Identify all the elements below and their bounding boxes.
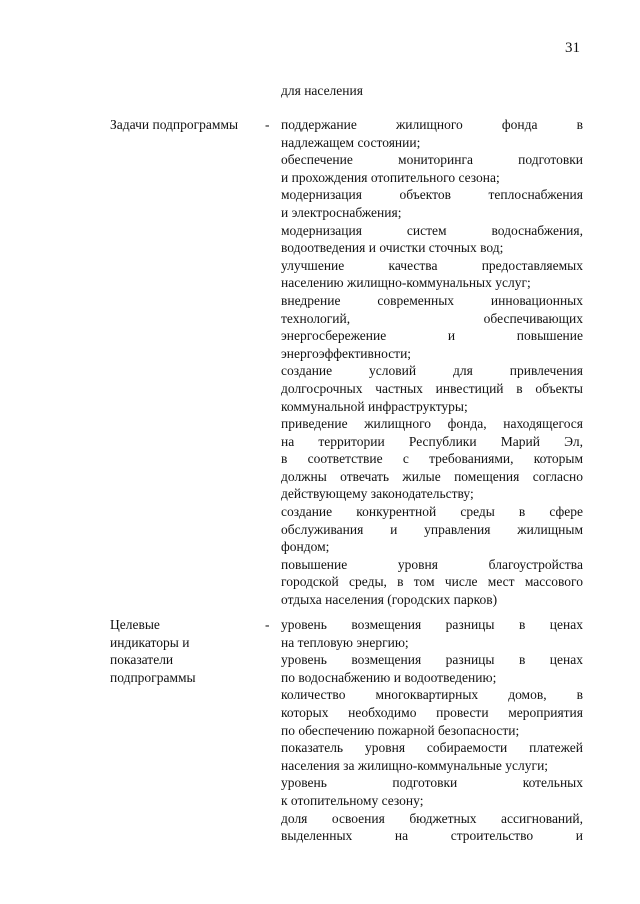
section-label [110, 116, 260, 134]
page-number: 31 [565, 40, 580, 56]
text-line: и прохождения отопительного сезона; [281, 169, 500, 185]
text-line: надлежащем состоянии; [281, 134, 421, 150]
text-line: создание конкурентной среды в сфере [281, 504, 583, 520]
text-line: городской среды, в том числе мест массового [281, 574, 583, 590]
text-line: показатель уровня собираемости платежей [281, 740, 583, 756]
text-line: поддержание жилищного фонда в [281, 117, 583, 132]
text-line: на тепловую энергию; [281, 634, 409, 650]
text-line: приведение жилищного фонда, находящегося [281, 416, 583, 432]
text-line: обслуживания и управления жилищным [281, 521, 583, 537]
label-line: индикаторы и [110, 634, 190, 650]
text-line: повышение уровня благоустройства [281, 556, 583, 572]
text-line: в соответствие с требованиями, которым [281, 451, 583, 467]
section-content [281, 616, 583, 845]
text-line: количество многоквартирных домов, в [281, 687, 583, 703]
text-line: создание условий для привлечения [281, 363, 583, 379]
text-line: и электроснабжения; [281, 204, 402, 220]
row-dash: - [265, 117, 270, 132]
text-line: водоотведения и очистки сточных вод; [281, 240, 504, 256]
label-line: Целевые [110, 617, 160, 632]
text-line: уровень возмещения разницы в ценах [281, 617, 583, 632]
text-line: населения за жилищно-коммунальные услуги; [281, 757, 549, 773]
text-line: должны отвечать жилые помещения согласно [281, 468, 583, 484]
text-line: которых необходимо провести мероприятия [281, 704, 583, 720]
section-content [281, 116, 583, 609]
text-line: энергоэффективности; [281, 345, 412, 361]
text-line: выделенных на строительство и [281, 828, 583, 844]
text-line: уровень подготовки котельных [281, 775, 583, 791]
text-line: уровень возмещения разницы в ценах [281, 652, 583, 668]
text-line: фондом; [281, 539, 330, 555]
text-line: внедрение современных инновационных [281, 292, 583, 308]
text-line: обеспечение мониторинга подготовки [281, 152, 583, 168]
text-line: коммунальной инфраструктуры; [281, 398, 468, 414]
text-line: населению жилищно-коммунальных услуг; [281, 275, 531, 291]
text-line: улучшение качества предоставляемых [281, 257, 583, 273]
label-line: показатели [110, 652, 174, 668]
text-line: модернизация систем водоснабжения, [281, 222, 583, 238]
text-line: по обеспечению пожарной безопасности; [281, 722, 520, 738]
text-line: на территории Республики Марий Эл, [281, 433, 583, 449]
text-line: действующему законодательству; [281, 486, 474, 502]
label-line: подпрограммы [110, 669, 196, 685]
row-dash: - [265, 617, 270, 632]
continuation-text: для населения [281, 83, 363, 98]
text-line: по водоснабжению и водоотведению; [281, 669, 497, 685]
text-line: энергосбережение и повышение [281, 328, 583, 344]
text-line: технологий, обеспечивающих [281, 310, 583, 326]
text-line: к отопительному сезону; [281, 792, 424, 808]
text-line: модернизация объектов теплоснабжения [281, 187, 583, 203]
label-line: Задачи подпрограммы [110, 117, 239, 132]
section-label [110, 616, 260, 686]
text-line: отдыха населения (городских парков) [281, 592, 498, 608]
text-line: долгосрочных частных инвестиций в объекты [281, 380, 583, 396]
text-line: доля освоения бюджетных ассигнований, [281, 810, 583, 826]
